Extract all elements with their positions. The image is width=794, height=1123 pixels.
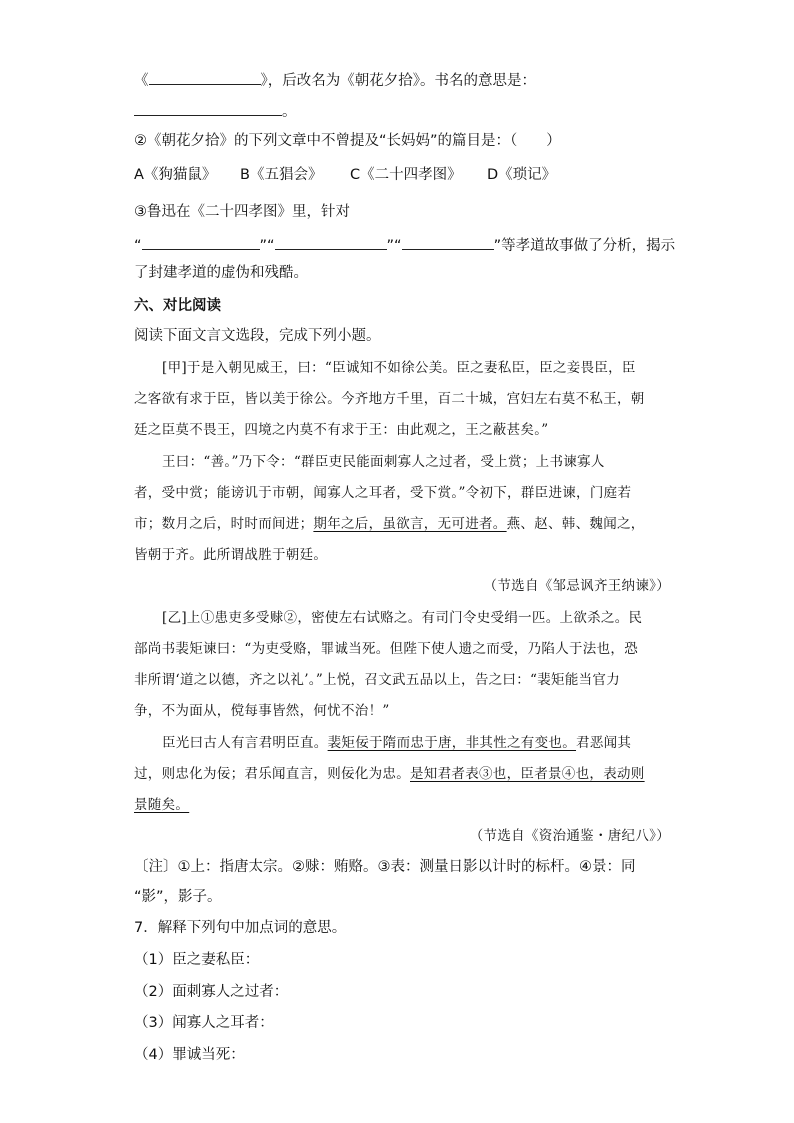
- passage-jia-line6-post: 燕、赵、韩、魏闻之，: [506, 516, 645, 532]
- underlined-sentence-yi-2-end: 景随矣。: [134, 797, 190, 813]
- answer-blank-3[interactable]: [142, 233, 260, 250]
- underlined-sentence-yi-2: 是知君者表③也，臣者景④也，表动则: [410, 766, 645, 782]
- passage-jia-line5: 者，受中赏；能谤讥于市朝，闻寡人之耳者，受下赏。”令初下，群臣进谏，门庭若: [134, 485, 632, 501]
- q5-sub3-line2: [134, 233, 675, 256]
- passage-yi-line6: [134, 764, 645, 784]
- q5-line2: [134, 99, 297, 122]
- answer-blank-5[interactable]: [402, 233, 494, 250]
- q7-item-1: （1）臣之妻私臣：: [134, 952, 260, 968]
- q5-line1-text: 》，后改名为《朝花夕拾》。书名的意思是：: [260, 73, 536, 89]
- q5-option-d: D《琐记》: [487, 167, 557, 183]
- passage-yi-line5-post: 君恶闻其: [576, 735, 632, 751]
- answer-blank-1[interactable]: [149, 68, 261, 85]
- q5-line2-end: 。: [282, 104, 297, 120]
- passage-yi-line3: 非所谓‘道之以德，齐之以礼’。”上悦，召文武五品以上，告之曰：“裴矩能当官力: [134, 672, 621, 688]
- passage-yi-line6-pre: 过，则忠化为佞；君乐闻直言，则佞化为忠。: [134, 766, 410, 782]
- q7-item-4: （4）罪诚当死：: [134, 1047, 245, 1063]
- passage-jia-line6-pre: 市；数月之后，时时而间进；: [134, 516, 314, 532]
- q5-line1: [134, 68, 536, 91]
- passage-yi-line1: [乙]上①患吏多受赇②，密使左右试赂之。有司门令史受绢一匹。上欲杀之。民: [162, 610, 643, 626]
- underlined-sentence-jia: 期年之后，虽欲言，无可进者。: [313, 516, 507, 532]
- section-heading: 六、对比阅读: [134, 298, 221, 314]
- q5-option-a: A《狗猫鼠》: [134, 167, 217, 183]
- passage-yi-line4: 争，不为面从，傥每事皆然，何忧不治！”: [134, 703, 390, 719]
- passage-jia-line7: 皆朝于齐。此所谓战胜于朝廷。: [134, 547, 328, 563]
- answer-blank-4[interactable]: [275, 233, 387, 250]
- passage-yi-line5: [162, 733, 631, 753]
- q5-option-b: B《五猖会》: [240, 167, 323, 183]
- q5-sub3-line1: ③鲁迅在《二十四孝图》里，针对: [134, 204, 350, 220]
- q5-sub3-tail: ”等孝道故事做了分析，揭示: [493, 238, 676, 254]
- quote-mid-2: ”“: [386, 238, 402, 254]
- q7-item-2: （2）面刺寡人之过者：: [134, 984, 289, 1000]
- passage-jia-line3: 廷之臣莫不畏王，四境之内莫不有求于王：由此观之，王之蔽甚矣。”: [134, 422, 549, 438]
- underlined-sentence-yi-1: 裴矩佞于隋而忠于唐，非其性之有变也。: [327, 735, 577, 751]
- passage-jia-line1: [甲]于是入朝见威王，曰：“臣诚知不如徐公美。臣之妻私臣，臣之妾畏臣，臣: [162, 360, 636, 376]
- passage-yi-line7: [134, 795, 189, 815]
- quote-open: “: [134, 238, 142, 254]
- q5-line1-prefix: 《: [134, 73, 149, 89]
- q5-option-c: C《二十四孝图》: [350, 167, 462, 183]
- q7-prompt: 7．解释下列句中加点词的意思。: [134, 920, 347, 936]
- notes-line1: 〔注〕①上：指唐太宗。②赇：贿赂。③表：测量日影以计时的标杆。④景：同: [134, 859, 636, 875]
- passage-jia-line6: [134, 514, 645, 534]
- q7-item-3: （3）闻寡人之耳者：: [134, 1015, 274, 1031]
- passage-jia-line2: 之客欲有求于臣，皆以美于徐公。今齐地方千里，百二十城，宫妇左右莫不私王，朝: [134, 391, 645, 407]
- passage-yi-line5-pre: 臣光曰古人有言君明臣直。: [162, 735, 328, 751]
- answer-blank-2[interactable]: [134, 99, 282, 116]
- quote-mid-1: ”“: [259, 238, 275, 254]
- passage-jia-source: （节选自《邹忌讽齐王纳谏》）: [483, 578, 670, 594]
- passage-yi-line2: 部尚书裴矩谏曰：“为吏受赂，罪诚当死。但陛下使人遗之而受，乃陷人于法也，恐: [134, 641, 639, 657]
- q5-sub2: ②《朝花夕拾》的下列文章中不曾提及“长妈妈”的篇目是：（ ）: [134, 133, 561, 149]
- passage-yi-source: （节选自《资治通鉴・唐纪八》）: [469, 828, 670, 844]
- q5-sub3-line3: 了封建孝道的虚伪和残酷。: [134, 265, 308, 281]
- notes-line2: “影”，影子。: [134, 889, 222, 905]
- passage-jia-line4: 王曰：“善。”乃下令：“群臣吏民能面刺寡人之过者，受上赏；上书谏寡人: [162, 454, 605, 470]
- section-instruction: 阅读下面文言文选段，完成下列小题。: [134, 328, 381, 344]
